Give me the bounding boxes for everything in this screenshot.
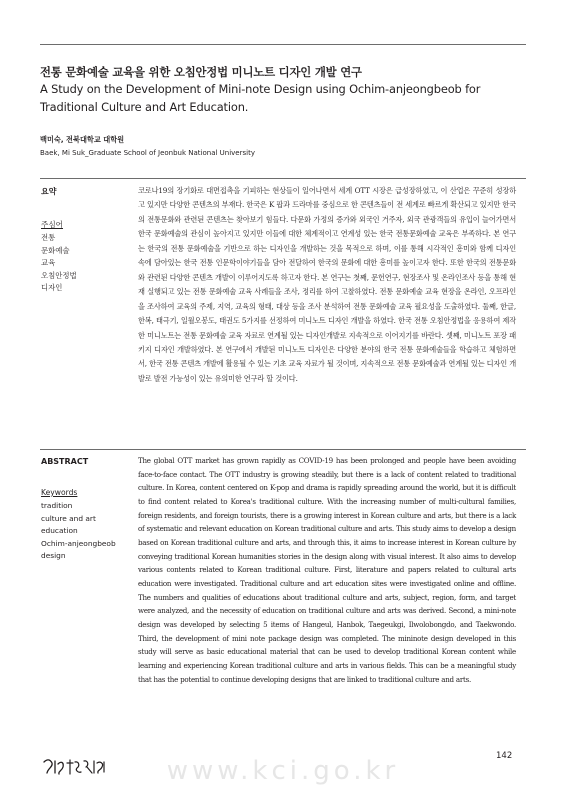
abstract-korean: 코로나19의 장기화로 대면접촉을 기피하는 현상들이 일어나면서 세계 OTT 시장은 급성장하였고, 이 산업은 꾸준히 성장하고 있지만 다양한 콘텐츠의 부재다. 한국은 K 팝과 드라마를 중심으로 한 콘텐츠들이 전 세계로 빠르게 확산되고 있지만 한국의 전통문화와 관련된 콘텐츠는 찾아보기 힘들다. 다문화 가정의 증가와 외국인 거주자, 외국 관광객들의 유입이 늘어가면서 한국 문화예술의 관심이 높아지고 있지만 이들에 대한 체계적이고 연계성 있는 한국 전통문화예술 교육은 부족하다. 본 연구는 한국의 전통 문화예술을 기반으로 하는 디자인을 개발하는 것을 목적으로 하며, 이를 통해 시각적인 흥미와 함께 디자인 속에 담아있는 한국 전통 인문학이야기들을 담아 전달하여 한국의 문화에 대한 흥미를 높이고자 한다. 또한 한국의 전통문화와 관련된 다양한 콘텐츠 개발이 이루어지도록 하고자 한다. 본 연구는 첫째, 문헌연구, 현장조사 및 온라인조사 등을 통해 현재 실행되고 있는 전통 문화예술 교육 사례들을 조사, 정리를 하여 고찰하였다. 전통 문화예술 교육 현장을 온라인, 오프라인을 조사하여 교육의 주제, 지역, 교육의 형태, 대상 등을 조사 분석하여 전통 문화예술 교육 필요성을 도출하였다. 둘째, 한글, 한복, 태극기, 일월오봉도, 태권도 5가지를 선정하여 미니노트 디자인 개발을 하였다. 한국 전통 오침안정법을 응용하여 제작한 미니노트는 전통 문화예술 교육 자료로 연계될 있는 디자인개발로 지속적으로 이어지기를 바란다. 셋째, 미니노트 포장 패키지 디자인 개발하였다. 본 연구에서 개발된 미니노트 디자인은 다양한 분야의 한국 전통 문화예술들을 학습하고 체험하면서, 한국 전통 콘텐츠 개발에 활용될 수 있는 기초 교육 자료가 될 것이며, 지속적으로 전통 문화예술과 연계될 있는 디자인 개발로 발전 가능성이 있는 유의미한 연구라 할 것이다. (138, 186, 516, 383)
keyword-korean: 오침안정법 (41, 270, 77, 280)
author-korean: 백미숙, 전북대학교 대학원 (40, 135, 125, 144)
keyword-english: design (41, 551, 66, 560)
page-number: 142 (496, 751, 513, 761)
heading-english-abstract: ABSTRACT (41, 457, 89, 466)
keyword-korean: 디자인 (41, 283, 63, 292)
keywords-heading-korean: 주심어 (41, 220, 64, 229)
keyword-korean: 교육 (41, 258, 56, 267)
keywords-heading-english: Keywords (41, 488, 78, 497)
top-rule (40, 44, 526, 45)
abstract-english: The global OTT market has grown rapidly as COVID-19 has been prolonged and people have been avoiding face-to-face contact. The OTT industry is growing steadily, but there is a lack of content related to traditional culture. In Korea, content centered on K-pop and drama is rapidly spreading around the world, but it is difficult to find content related to Korea's traditional culture. With the increasing number of multi-cultural families, foreign residents, and foreign tourists, there is a growing interest in Korean culture and arts, but there is a lack of systematic and relevant education on Korean traditional culture and arts. This study aims to develop a design based on Korean traditional culture and arts, and through this, it aims to increase interest in Korean culture by conveying traditional Korean humanities stories in the design along with visual interest. It also aims to develop various contents related to Korean traditional culture. First, literature and papers related to cultural arts education were investigated. Traditional culture and art education sites were investigated online and offline. The numbers and qualities of educations about traditional culture and arts, subject, region, form, and target were analyzed, and the necessity of education on traditional culture and arts was derived. Second, a mini-note design was developed by selecting 5 items of Hangeul, Hanbok, Taegeukgi, Ilwolobongdo, and Taekwondo. Third, the development of mini note package design was completed. The mininote design developed in this study will serve as basic educational material that can be used to develop traditional Korean content while learning and experiencing Korean traditional culture and arts in various fields. This can be a meaningful study that has the potential to continue developing designs that are linked to traditional culture and arts. (138, 456, 516, 684)
keywords-list-korean (41, 232, 77, 295)
keyword-english: culture and art (41, 513, 96, 523)
title-korean: 전통 문화예술 교육을 위한 오침안정법 미니노트 디자인 개발 연구 (40, 65, 362, 79)
section-rule-english (40, 449, 526, 450)
heading-korean-abstract: 요약 (41, 187, 57, 196)
section-rule-korean (40, 178, 526, 179)
keyword-english: education (41, 526, 78, 535)
keyword-english: Ochim-anjeongbeob (41, 538, 116, 548)
author-english: Baek, Mi Suk_Graduate School of Jeonbuk National University (40, 149, 255, 157)
keyword-english: tradition (41, 501, 73, 510)
watermark: www.kci.go.kr (166, 756, 400, 786)
title-english: A Study on the Development of Mini-note Design using Ochim-anjeongbeob for Traditional Culture and Art Education. (40, 82, 481, 114)
keyword-korean: 전통 (41, 233, 56, 242)
keywords-list-english (41, 500, 116, 563)
keyword-korean: 문화예술 (41, 245, 70, 255)
